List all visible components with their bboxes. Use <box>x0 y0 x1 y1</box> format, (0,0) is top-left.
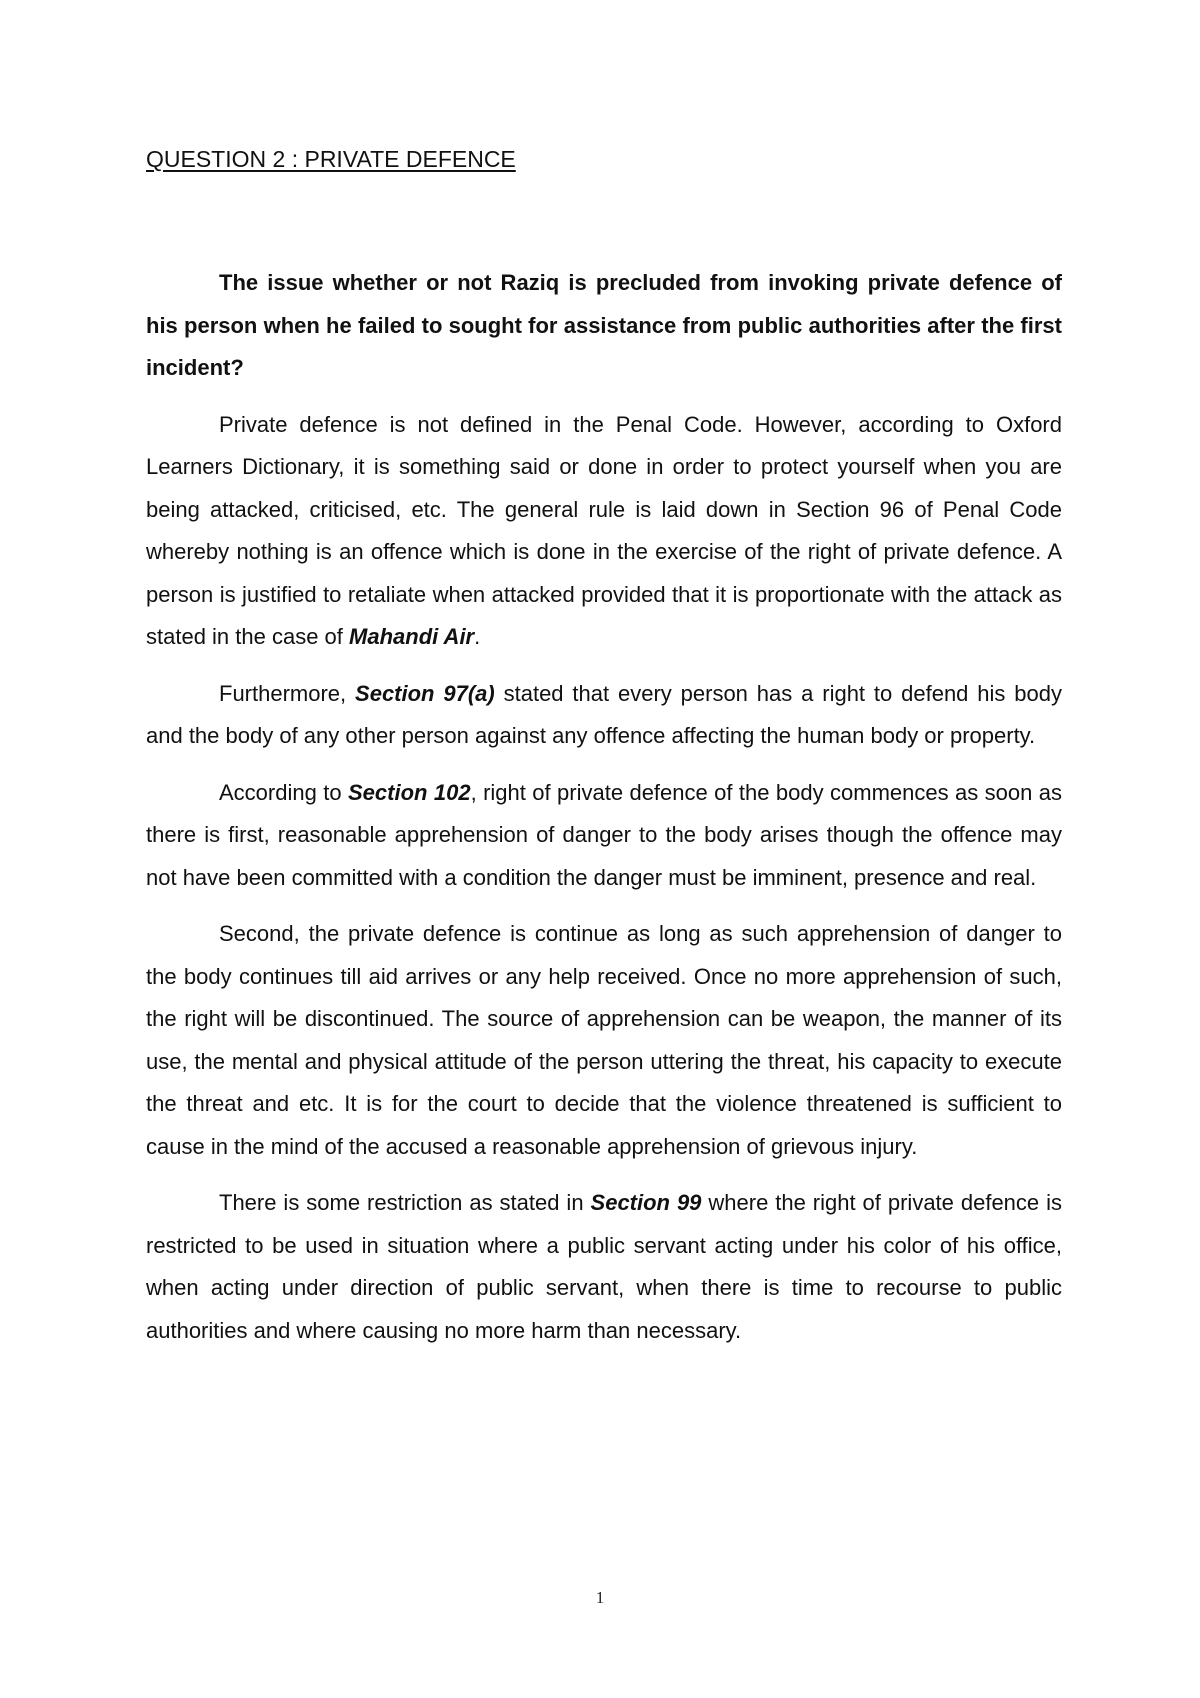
paragraph-text: stated that every person has a right to defend his body and the body of any other person against any offence affecting the human body or property. <box>146 680 1062 748</box>
paragraph-section-97a <box>146 673 1062 758</box>
issue-statement: The issue whether or not Raziq is precluded from invoking private defence of his person when he failed to sought for assistance from public authorities after the first incident? <box>146 270 1062 380</box>
paragraph-text: , right of private defence of the body commences as soon as there is first, reasonable apprehension of danger to the body arises though the offence may not have been committed with a condition the danger must be imminent, presence and real. <box>146 779 1062 890</box>
case-reference: Mahandi Air <box>349 624 475 649</box>
section-reference: Section 99 <box>590 1190 702 1215</box>
question-heading: QUESTION 2 : PRIVATE DEFENCE <box>146 146 516 172</box>
section-reference: Section 102 <box>347 779 471 805</box>
paragraph-text: Private defence is not defined in the Penal Code. However, according to Oxford Learners Dictionary, it is something said or done in order to protect yourself when you are being attacked, criticised, etc. The general rule is laid down in Section 96 of Penal Code whereby nothing is an offence which is done in the exercise of the right of private defence. A person is justified to retaliate when attacked provided that it is proportionate with the attack as stated in the case of <box>146 411 1062 649</box>
paragraph-section-99 <box>146 1182 1062 1352</box>
paragraph-section-102 <box>146 772 1062 900</box>
section-reference: Section 97(a) <box>355 680 495 706</box>
paragraph-text: There is some restriction as stated in <box>219 1190 591 1215</box>
paragraph-text: Furthermore, <box>219 680 356 706</box>
document-body <box>146 140 1062 1352</box>
paragraph-text: According to <box>219 779 348 805</box>
paragraph-definition <box>146 404 1062 659</box>
page-number: 1 <box>595 1588 605 1607</box>
paragraph-continuation: Second, the private defence is continue as long as such apprehension of danger to the body continues till aid arrives or any help received. Once no more apprehension of such, the right will be discontinued. The source of apprehension can be weapon, the manner of its use, the mental and physical attitude of the person uttering the threat, his capacity to execute the threat and etc. It is for the court to decide that the violence threatened is sufficient to cause in the mind of the accused a reasonable apprehension of grievous injury. <box>146 921 1062 1159</box>
paragraph-text: where the right of private defence is restricted to be used in situation where a public servant acting under his color of his office, when acting under direction of public servant, when there is time to recourse to public authorities and where causing no more harm than necessary. <box>146 1190 1062 1343</box>
paragraph-text: . <box>474 624 481 649</box>
